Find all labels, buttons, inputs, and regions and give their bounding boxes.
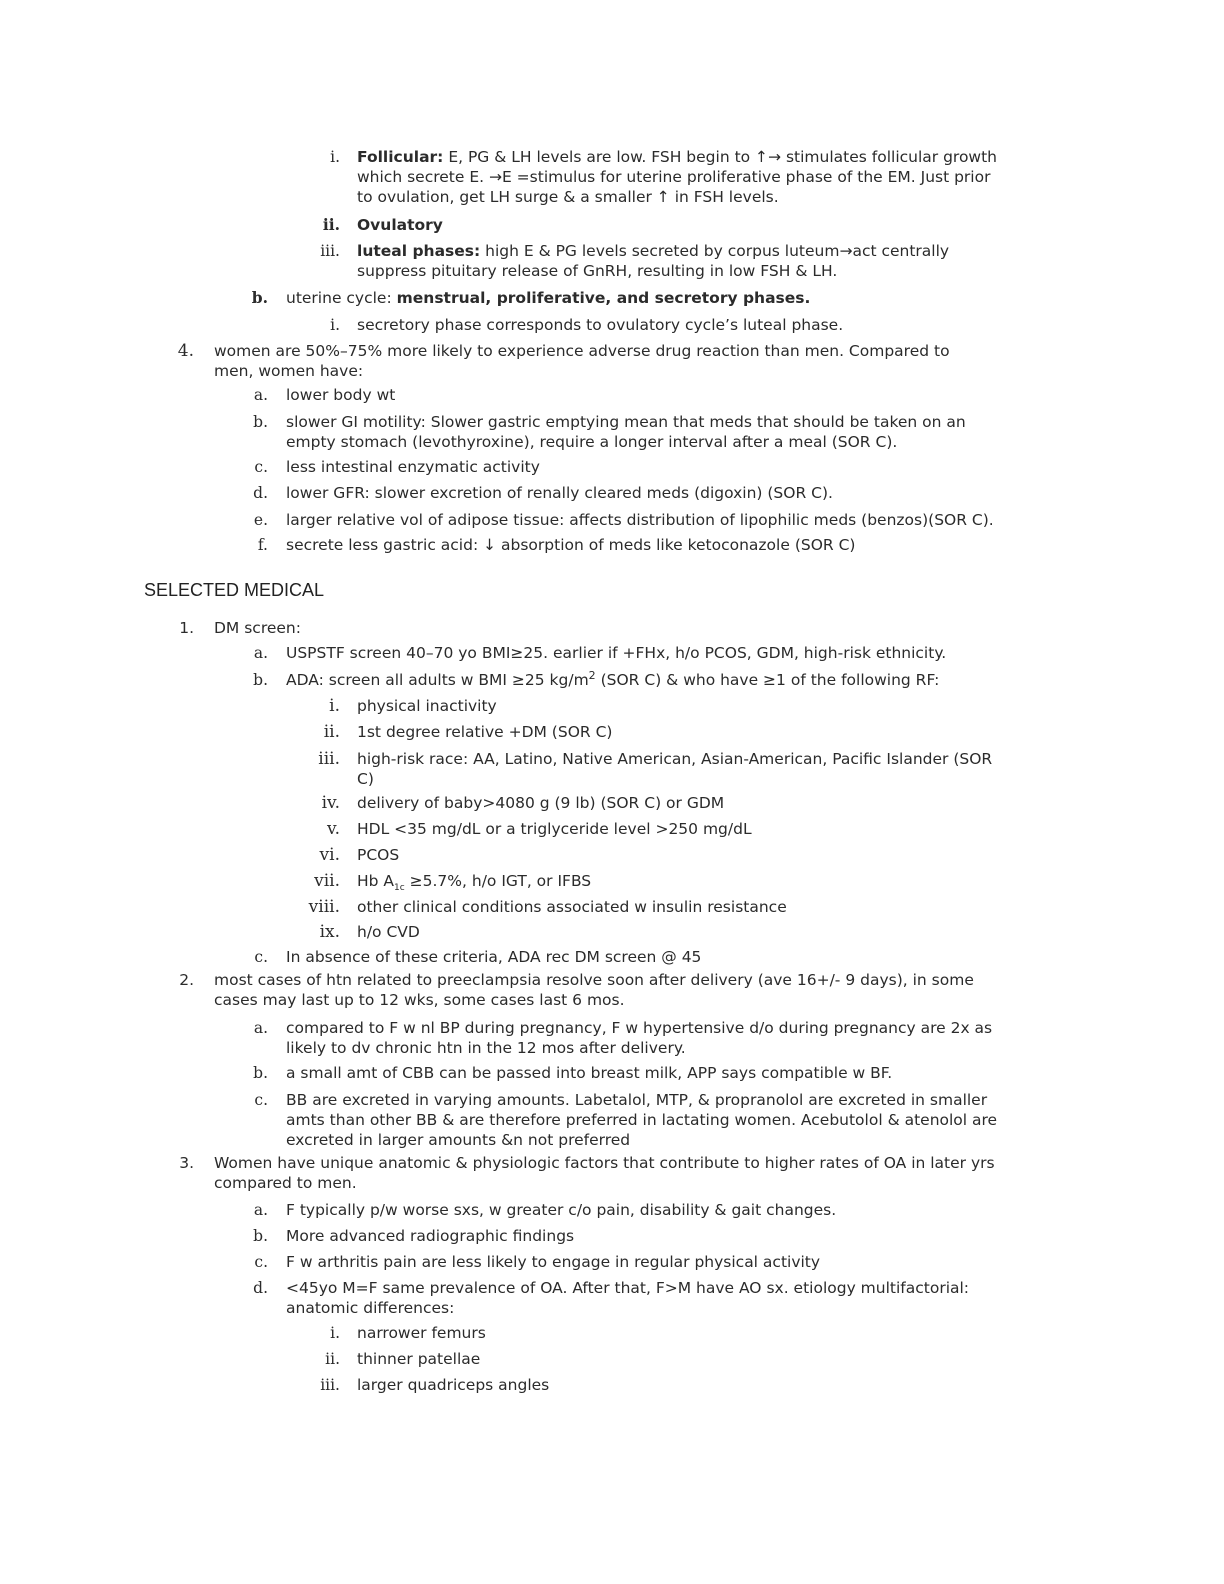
list-marker: i. — [330, 148, 340, 166]
list-marker: a. — [253, 386, 268, 404]
list-item-text: women are 50%–75% more likely to experience adverse drug reaction than men. Compared to men, women have: — [214, 342, 950, 380]
list-marker: b. — [251, 288, 268, 307]
list-item — [300, 147, 997, 207]
list-marker: f. — [257, 536, 268, 554]
list-marker: v. — [327, 819, 340, 839]
list-item: iii. larger quadriceps angles — [300, 1375, 549, 1395]
list-marker: c. — [254, 1091, 268, 1109]
list-item: i. physical inactivity — [290, 696, 497, 716]
list-marker: vi. — [319, 845, 340, 865]
list-marker: b. — [253, 1064, 268, 1082]
list-marker: c. — [254, 458, 268, 476]
term-label: Ovulatory — [357, 216, 443, 234]
list-marker: iii. — [320, 1376, 340, 1394]
list-item: vi. PCOS — [290, 845, 399, 865]
list-item — [300, 215, 443, 235]
list-marker: ix. — [319, 922, 340, 942]
list-marker: ii. — [323, 722, 340, 742]
list-marker: e. — [253, 511, 268, 529]
list-item: v. HDL <35 mg/dL or a triglyceride level >250 mg/dL — [290, 819, 752, 839]
list-item: c. F w arthritis pain are less likely to engage in regular physical activity — [230, 1252, 820, 1272]
list-marker: a. — [253, 1019, 268, 1037]
list-item: viii. other clinical conditions associated w insulin resistance — [290, 897, 787, 917]
list-item-text: <45yo M=F same prevalence of OA. After that, F>M have AO sx. etiology multifactorial: anatomic differences: — [286, 1279, 970, 1317]
list-marker: d. — [253, 1279, 268, 1297]
list-marker: b. — [253, 413, 268, 431]
list-item-text: compared to F w nl BP during pregnancy, F w hypertensive d/o during pregnancy are 2x as likely to dv chronic htn in the 12 mos after delivery. — [286, 1019, 993, 1057]
list-marker: i. — [329, 696, 340, 716]
list-item: b. a small amt of CBB can be passed into breast milk, APP says compatible w BF. — [230, 1063, 892, 1083]
list-item — [230, 1018, 992, 1058]
list-item-text: Follicular: E, PG & LH levels are low. FSH begin to ↑→ stimulates follicular growth which secrete E. →E =stimulus for uterine proliferative phase of the EM. Just prior to ovulation, get LH surge & a smaller ↑ in FSH levels. — [357, 148, 998, 206]
list-marker: a. — [253, 1201, 268, 1219]
list-item-text: high-risk race: AA, Latino, Native American, Asian-American, Pacific Islander (SOR C) — [357, 750, 993, 788]
list-item-text: Women have unique anatomic & physiologic factors that contribute to higher rates of OA in later yrs compared to men. — [214, 1154, 995, 1192]
list-marker: iii. — [320, 242, 340, 260]
list-marker: vii. — [314, 871, 340, 891]
list-item: c. less intestinal enzymatic activity — [230, 457, 540, 477]
list-marker: c. — [254, 948, 268, 966]
list-marker: ii. — [325, 1350, 340, 1368]
list-marker: iii. — [318, 749, 340, 769]
list-item: c. In absence of these criteria, ADA rec DM screen @ 45 — [230, 947, 701, 967]
list-item — [300, 315, 843, 335]
list-item — [160, 1153, 995, 1193]
list-item-text: luteal phases: high E & PG levels secreted by corpus luteum→act centrally suppress pituitary release of GnRH, resulting in low FSH & LH. — [357, 242, 950, 280]
list-marker: b. — [253, 1227, 268, 1245]
list-item: ix. h/o CVD — [290, 922, 420, 942]
list-item — [230, 412, 966, 452]
list-item: ii. thinner patellae — [300, 1349, 480, 1369]
list-item — [160, 970, 974, 1010]
list-item: e. larger relative vol of adipose tissue: affects distribution of lipophilic meds (benzos)(SOR C). — [230, 510, 994, 530]
list-marker: i. — [330, 1324, 340, 1342]
list-marker: d. — [253, 484, 268, 502]
list-item: a. USPSTF screen 40–70 yo BMI≥25. earlier if +FHx, h/o PCOS, GDM, high-risk ethnicity. — [230, 643, 946, 663]
list-item — [300, 241, 949, 281]
list-item: i. narrower femurs — [300, 1323, 486, 1343]
list-item — [230, 1090, 997, 1150]
term-label: Follicular: — [357, 148, 444, 166]
list-item: a. lower body wt — [230, 385, 395, 405]
list-item: a. F typically p/w worse sxs, w greater c/o pain, disability & gait changes. — [230, 1200, 836, 1220]
term-label: luteal phases: — [357, 242, 481, 260]
list-marker: b. — [253, 671, 268, 689]
list-marker: c. — [254, 1253, 268, 1271]
list-marker: 1. — [179, 619, 194, 637]
list-item — [230, 1278, 969, 1318]
list-marker: 2. — [179, 971, 194, 989]
list-item: ii. 1st degree relative +DM (SOR C) — [290, 722, 612, 742]
list-item: 1. DM screen: — [160, 618, 301, 638]
list-item: d. lower GFR: slower excretion of renally cleared meds (digoxin) (SOR C). — [230, 483, 833, 503]
list-item — [230, 288, 810, 308]
list-item: iv. delivery of baby>4080 g (9 lb) (SOR C) or GDM — [290, 793, 724, 813]
list-item: vii. Hb $A_{1c} \ge 5.7\%$, h/o IGT, or IFBS — [290, 871, 591, 898]
list-item: f. secrete less gastric acid: ↓ absorption of meds like ketoconazole (SOR C) — [230, 535, 855, 555]
list-item-text: slower GI motility: Slower gastric emptying mean that meds that should be taken on an empty stomach (levothyroxine), require a longer interval after a meal (SOR C). — [286, 413, 966, 451]
list-marker: viii. — [308, 897, 340, 917]
list-marker: iv. — [321, 793, 340, 813]
list-item-text: uterine cycle: menstrual, proliferative, and secretory phases. — [286, 289, 811, 307]
list-item — [160, 341, 950, 381]
list-item-text: BB are excreted in varying amounts. Labetalol, MTP, & propranolol are excreted in smaller amts than other BB & are therefore preferred in lactating women. Acebutolol & atenolol are excreted in larger amounts &n not preferred — [286, 1091, 998, 1149]
list-marker: a. — [253, 644, 268, 662]
list-item: b. More advanced radiographic findings — [230, 1226, 574, 1246]
list-marker: 4. — [177, 341, 194, 361]
list-item — [290, 749, 992, 789]
list-item-text: secretory phase corresponds to ovulatory cycle’s luteal phase. — [357, 316, 844, 334]
list-item-text: most cases of htn related to preeclampsia resolve soon after delivery (ave 16+/- 9 days), in some cases may last up to 12 wks, some cases last 6 mos. — [214, 971, 974, 1009]
list-marker: i. — [330, 316, 340, 334]
list-marker: 3. — [179, 1154, 194, 1172]
list-marker: ii. — [322, 215, 340, 234]
section-heading: SELECTED MEDICAL — [144, 580, 325, 600]
list-item: b. ADA: screen all adults w BMI ≥25 $kg/m^2$ (SOR C) & who have ≥1 of the following RF: — [230, 670, 939, 690]
